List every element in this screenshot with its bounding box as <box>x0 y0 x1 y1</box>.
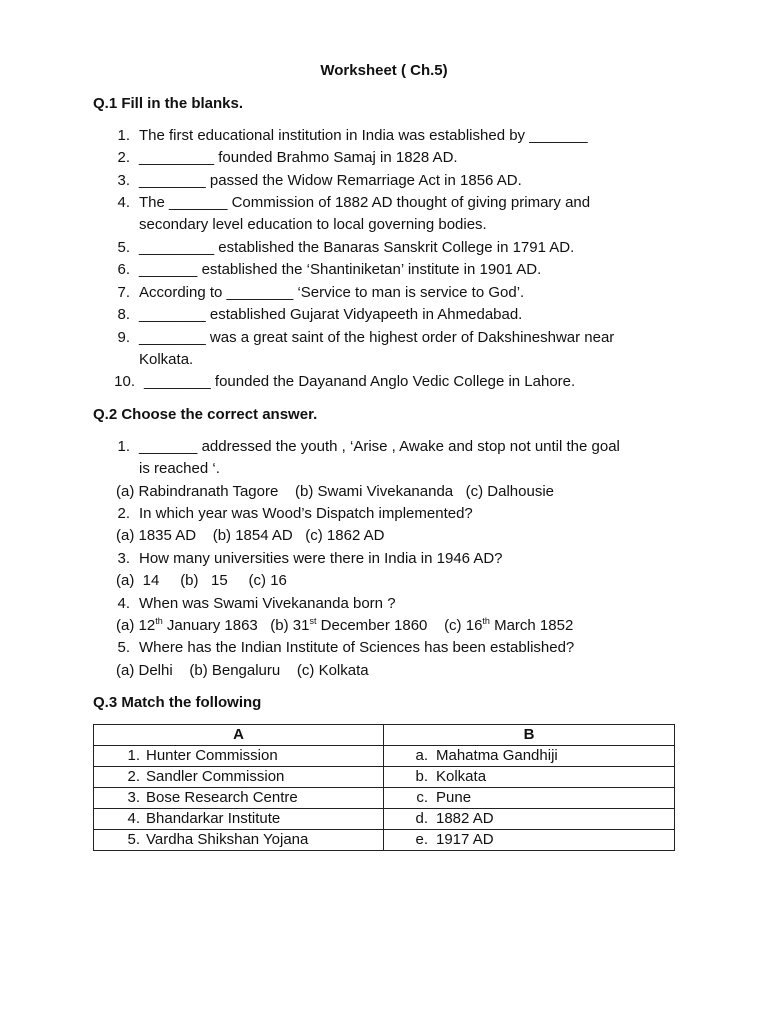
q2-options-text: (a) 1835 AD (b) 1854 AD (c) 1862 AD <box>116 527 385 544</box>
table-row <box>94 746 675 767</box>
option-c-suffix: th <box>482 616 490 626</box>
option-c-prefix: (c) 16 <box>444 617 483 634</box>
option-b-rest: December 1860 <box>316 617 445 634</box>
q1-item-text: _________ founded Brahmo Samaj in 1828 AD. <box>139 149 458 166</box>
q1-item-number: 7. <box>117 284 130 301</box>
q1-item-number: 10. <box>114 373 135 390</box>
row-text: 1882 AD <box>436 810 494 827</box>
q1-item-number: 8. <box>117 306 130 323</box>
q1-item-text: _______ established the ‘Shantiniketan’ institute in 1901 AD. <box>139 261 542 278</box>
q2-question-text: How many universities were there in India in 1946 AD? <box>139 550 503 567</box>
worksheet-title: Worksheet ( Ch.5) <box>320 62 448 79</box>
row-text: 1917 AD <box>436 831 494 848</box>
row-text: Sandler Commission <box>146 768 285 785</box>
q2-question-number: 1. <box>117 438 130 455</box>
row-letter: d. <box>415 810 428 827</box>
row-text: Pune <box>436 789 472 806</box>
column-b-cell <box>384 746 675 767</box>
option-b-suffix: st <box>309 616 317 626</box>
table-row <box>94 830 675 851</box>
row-text: Vardha Shikshan Yojana <box>146 831 309 848</box>
table-row <box>94 767 675 788</box>
q1-item-text: ________ passed the Widow Remarriage Act in 1856 AD. <box>139 172 522 189</box>
q1-item-number: 4. <box>117 194 130 211</box>
row-text: Bhandarkar Institute <box>146 810 281 827</box>
option-a-rest: January 1863 <box>162 617 271 634</box>
q1-item-text: The _______ Commission of 1882 AD thought of giving primary and <box>139 194 591 211</box>
q2-options-text: (a) 14 (b) 15 (c) 16 <box>116 572 287 589</box>
q1-item-number: 3. <box>117 172 130 189</box>
q1-item-text: ________ was a great saint of the highest order of Dakshineshwar near <box>139 329 615 346</box>
row-letter: c. <box>416 789 428 806</box>
column-a-cell <box>94 767 384 788</box>
match-table <box>93 724 675 851</box>
row-letter: a. <box>415 747 428 764</box>
option-a-prefix: (a) 12 <box>116 617 156 634</box>
q2-options-text <box>116 616 573 636</box>
q1-item-text: _________ established the Banaras Sanskrit College in 1791 AD. <box>139 239 575 256</box>
column-a-cell <box>94 830 384 851</box>
row-text: Kolkata <box>436 768 487 785</box>
q2-question-number: 4. <box>117 595 130 612</box>
option-b-prefix: (b) 31 <box>270 617 310 634</box>
q1-item-number: 6. <box>117 261 130 278</box>
column-a-cell <box>94 746 384 767</box>
q1-heading: Q.1 Fill in the blanks. <box>93 95 244 112</box>
option-a-suffix: th <box>155 616 163 626</box>
table-row <box>94 788 675 809</box>
q1-item-text: ________ founded the Dayanand Anglo Vedic College in Lahore. <box>144 373 576 390</box>
row-text: Hunter Commission <box>146 747 278 764</box>
q1-item-text: The first educational institution in India was established by _______ <box>139 127 588 144</box>
column-a-header: A <box>94 725 384 746</box>
row-number: 2. <box>127 768 140 785</box>
column-b-cell <box>384 809 675 830</box>
q1-item-text: ________ established Gujarat Vidyapeeth in Ahmedabad. <box>139 306 523 323</box>
row-text: Mahatma Gandhiji <box>436 747 558 764</box>
column-a-cell <box>94 809 384 830</box>
row-number: 5. <box>127 831 140 848</box>
q2-question-text: In which year was Wood’s Dispatch implemented? <box>139 505 473 522</box>
option-c-rest: March 1852 <box>489 617 574 634</box>
q2-question-number: 2. <box>117 505 130 522</box>
q3-heading: Q.3 Match the following <box>93 694 262 711</box>
q2-question-text: When was Swami Vivekananda born ? <box>139 595 396 612</box>
q2-question-number: 3. <box>117 550 130 567</box>
q2-options-text: (a) Rabindranath Tagore (b) Swami Vivekananda (c) Dalhousie <box>116 483 555 500</box>
row-letter: e. <box>415 831 428 848</box>
q1-item-text: Kolkata. <box>139 351 194 368</box>
q2-heading: Q.2 Choose the correct answer. <box>93 406 318 423</box>
column-b-cell <box>384 830 675 851</box>
q1-item-number: 9. <box>117 329 130 346</box>
column-b-header: B <box>384 725 675 746</box>
q2-options-text: (a) Delhi (b) Bengaluru (c) Kolkata <box>116 662 369 679</box>
q2-question-text: _______ addressed the youth , ‘Arise , Awake and stop not until the goal <box>139 438 620 455</box>
q2-question-text: Where has the Indian Institute of Sciences has been established? <box>139 639 575 656</box>
q1-item-number: 5. <box>117 239 130 256</box>
column-b-cell <box>384 767 675 788</box>
column-b-cell <box>384 788 675 809</box>
q1-item-number: 2. <box>117 149 130 166</box>
row-letter: b. <box>415 768 428 785</box>
row-number: 3. <box>127 789 140 806</box>
table-row <box>94 809 675 830</box>
q1-item-number: 1. <box>117 127 130 144</box>
q2-question-number: 5. <box>117 639 130 656</box>
q2-question-text: is reached ‘. <box>139 460 220 477</box>
row-number: 1. <box>127 747 140 764</box>
row-number: 4. <box>127 810 140 827</box>
column-a-cell <box>94 788 384 809</box>
q1-item-text: secondary level education to local governing bodies. <box>139 216 487 233</box>
q1-item-text: According to ________ ‘Service to man is service to God’. <box>139 284 525 301</box>
row-text: Bose Research Centre <box>146 789 298 806</box>
match-header-row <box>94 725 675 746</box>
